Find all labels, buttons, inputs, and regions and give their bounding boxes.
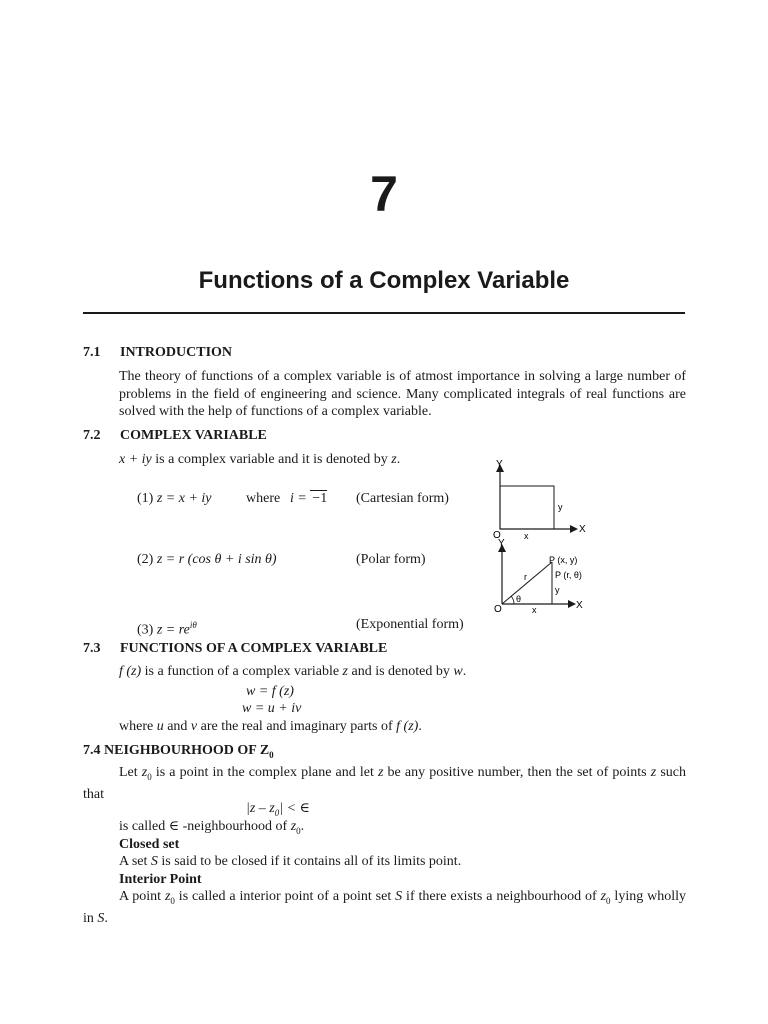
fz: f (z) — [396, 719, 419, 734]
form-number: (2) — [137, 552, 154, 567]
function-definition — [119, 663, 466, 681]
section-7-1-paragraph: The theory of functions of a complex variable is of atmost importance in solving a large number of problems in the field of engineering and science. Many complicated integrals of real functions are solved with the help of functions of a complex variable. — [119, 369, 686, 419]
origin-label: O — [494, 604, 502, 615]
where-word: where — [246, 491, 281, 506]
subscript: 0 — [606, 895, 611, 906]
text: Let — [119, 765, 142, 780]
i-eq: i = — [290, 491, 311, 506]
var: z — [391, 452, 397, 467]
text: such that — [83, 765, 686, 803]
form-expression: z = r (cos θ + i sin θ) — [156, 552, 277, 567]
theta-label: θ — [516, 594, 522, 604]
neighbourhood-paragraph — [83, 764, 686, 804]
text: is a point in the complex plane and let — [151, 765, 378, 780]
form-expression: z = x + iy — [156, 491, 212, 506]
var: z — [164, 889, 171, 904]
title-divider — [83, 312, 685, 314]
text: where — [119, 719, 157, 734]
subscript: 0 — [170, 895, 175, 906]
exponent: iθ — [189, 620, 197, 630]
text: . — [462, 664, 467, 679]
text: if there exists a neighbourhood of — [402, 889, 601, 904]
var: v — [190, 719, 198, 734]
angle-arc — [511, 596, 514, 604]
interior-point-definition — [83, 888, 686, 928]
var: u — [156, 719, 164, 734]
section-title: COMPLEX VARIABLE — [120, 428, 267, 443]
text: A point — [119, 889, 165, 904]
y-side-label: y — [558, 502, 563, 512]
text: are the real and imaginary parts of — [197, 719, 397, 734]
text: . — [300, 819, 305, 834]
var: S — [395, 889, 403, 904]
y-axis-label: Y — [496, 459, 503, 470]
cartesian-diagram — [484, 456, 594, 540]
text: is called ∈ -neighbourhood of — [119, 819, 291, 834]
var: z — [141, 765, 148, 780]
x-side-label: x — [532, 605, 537, 615]
expr: x + iy — [119, 452, 152, 467]
imaginary-unit-definition — [290, 490, 327, 508]
text: . — [396, 452, 401, 467]
cartesian-form-name: (Cartesian form) — [356, 491, 449, 506]
text: be any positive number, then the set of points — [383, 765, 651, 780]
section-7-4-heading — [83, 742, 274, 764]
section-number: 7.1 — [83, 345, 101, 360]
exponential-form-name: (Exponential form) — [356, 617, 464, 632]
text: A set — [119, 854, 151, 869]
chapter-number: 7 — [370, 166, 398, 222]
interior-point-title: Interior Point — [119, 872, 202, 887]
subscript: 0 — [274, 807, 280, 818]
y-axis-label: Y — [498, 538, 505, 549]
sqrt-radicand: −1 — [312, 491, 328, 506]
text: . — [104, 911, 108, 927]
fz: f (z) — [119, 664, 142, 679]
section-title: INTRODUCTION — [120, 345, 233, 360]
subscript: 0 — [296, 825, 301, 836]
var: z — [377, 765, 384, 780]
text: is a complex variable and it is denoted by — [151, 452, 392, 467]
form-expression: z = re — [156, 622, 190, 638]
text: |z – z — [246, 801, 275, 816]
text: is said to be closed if it contains all of its limits point. — [157, 854, 462, 869]
var: z — [600, 889, 607, 904]
cartesian-where — [246, 490, 280, 508]
radius-line — [502, 562, 552, 604]
text: and is denoted by — [348, 664, 454, 679]
closed-set-definition — [119, 853, 461, 871]
cartesian-form-label — [137, 490, 212, 508]
form-number: (1) — [137, 491, 154, 506]
section-number: 7.2 — [83, 428, 101, 443]
var: z — [650, 765, 657, 780]
var: w — [453, 664, 463, 679]
section-title: 7.4 NEIGHBOURHOOD OF Z — [83, 743, 270, 758]
text: is a function of a complex variable — [141, 664, 343, 679]
polar-form-name: (Polar form) — [356, 552, 426, 567]
chapter-title: Functions of a Complex Variable — [198, 267, 570, 294]
x-arrow-icon — [570, 525, 578, 533]
origin-label: O — [493, 530, 501, 540]
section-7-1-heading — [83, 344, 232, 362]
equation-w-fz: w = f (z) — [246, 684, 294, 699]
text: is called a interior point of a point set — [174, 889, 396, 904]
equation-w-uiv: w = u + iv — [242, 701, 302, 716]
var: S — [150, 854, 158, 869]
var: z — [342, 664, 348, 679]
point-xy-label: P (x, y) — [549, 555, 578, 565]
x-axis-label: X — [576, 600, 583, 611]
closed-set-title: Closed set — [119, 837, 180, 852]
point-rectangle — [500, 486, 554, 529]
section-7-2-heading — [83, 427, 267, 445]
real-imaginary-parts — [119, 718, 422, 736]
var: S — [97, 911, 105, 927]
text: lying wholly in — [83, 889, 687, 927]
y-side-label: y — [555, 585, 560, 595]
text: | < ∈ — [279, 801, 310, 816]
text: and — [163, 719, 191, 734]
x-side-label: x — [524, 531, 529, 540]
x-arrow-icon — [568, 600, 576, 608]
form-number: (3) — [137, 622, 154, 638]
var: z — [290, 819, 297, 834]
subscript: 0 — [147, 771, 152, 782]
section-7-3-heading — [83, 640, 387, 658]
radius-label: r — [524, 572, 527, 582]
polar-form-label — [137, 551, 277, 569]
section-title: FUNCTIONS OF A COMPLEX VARIABLE — [120, 641, 388, 656]
point-polar-label: P (r, θ) — [555, 570, 582, 580]
complex-variable-intro — [119, 451, 400, 469]
exponential-form-label — [137, 616, 197, 640]
subscript: 0 — [269, 749, 274, 760]
polar-diagram — [484, 536, 594, 616]
text: . — [418, 719, 422, 734]
x-axis-label: X — [579, 524, 586, 535]
section-number: 7.3 — [83, 641, 101, 656]
